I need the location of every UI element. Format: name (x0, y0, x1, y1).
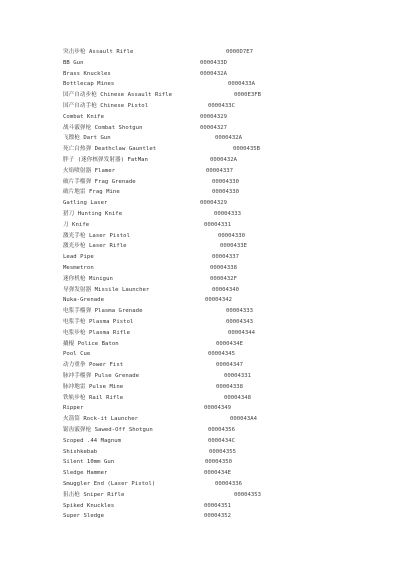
list-item (63, 491, 363, 500)
weapon-code: 00004330 (212, 189, 239, 196)
weapon-code: 00004333 (226, 308, 253, 315)
list-item (63, 372, 363, 381)
list-item (63, 253, 363, 262)
weapon-name: Smuggler End (Laser Pistol) (63, 481, 156, 487)
list-item (63, 91, 363, 100)
weapon-name: Combat Knife (63, 113, 105, 120)
weapon-name: 战斗霰弹枪 Combat Shotgun (63, 124, 143, 131)
list-item (63, 48, 363, 57)
list-item (63, 145, 363, 154)
weapon-name: Gatling Laser (63, 200, 108, 207)
list-item (63, 264, 363, 273)
weapon-code: 00004327 (200, 124, 227, 131)
weapon-code: 0000433A (228, 81, 255, 88)
weapon-name: Shishkebab (63, 448, 98, 455)
list-item (63, 102, 363, 111)
list-item (63, 448, 363, 457)
weapon-name: 刀 Knife (63, 221, 90, 228)
weapon-name: Lead Pipe (63, 254, 94, 261)
weapon-name: 死亡白热弹 Deathclaw Gauntlet (63, 146, 157, 153)
weapon-name: 撬棍 Police Baton (63, 340, 119, 347)
list-item (63, 275, 363, 284)
weapon-name: 电浆手枪 Plasma Pistol (63, 319, 134, 325)
list-item (63, 221, 363, 230)
list-item (63, 437, 363, 446)
weapon-name: 电浆手榴弹 Plasma Grenade (63, 308, 143, 315)
weapon-code: 00004350 (205, 459, 232, 466)
list-item (63, 210, 363, 219)
weapon-code: 00004352 (204, 513, 231, 520)
list-item (63, 80, 363, 89)
weapon-name: 导弹发射器 Missile Launcher (63, 286, 150, 293)
list-item (63, 394, 363, 403)
weapon-code: 00004344 (228, 329, 255, 336)
list-item (63, 286, 363, 295)
weapon-code: 00004353 (234, 491, 261, 498)
weapon-code: 0000434E (216, 340, 243, 347)
list-item (63, 242, 363, 251)
weapon-code: 0000435B (233, 146, 260, 153)
weapon-code: 00004343 (226, 319, 253, 325)
weapon-code: 00004347 (216, 362, 243, 369)
weapon-code: 00004338 (210, 265, 237, 271)
weapon-name: 破片手榴弹 Frag Grenade (63, 178, 136, 185)
weapon-code: 00004338 (216, 383, 243, 390)
weapon-code: 0000433E (220, 243, 247, 250)
weapon-code: 00004356 (208, 427, 235, 433)
weapon-code: 00004336 (215, 481, 242, 487)
weapon-name: Super Sledge (63, 513, 105, 520)
list-item (63, 404, 363, 413)
weapon-code: 00004330 (218, 232, 245, 239)
weapon-code: 00004329 (200, 113, 227, 120)
list-item (63, 199, 363, 208)
list-item (63, 383, 363, 392)
weapon-code: 0000434C (208, 437, 235, 444)
weapon-name: 迷你机枪 Minigun (63, 275, 113, 282)
list-item (63, 350, 363, 359)
weapon-code: 0000432A (200, 70, 227, 77)
weapon-name: 激光步枪 Laser Rifle (63, 243, 127, 250)
list-item (63, 296, 363, 305)
weapon-code: 00004333 (214, 211, 241, 217)
weapon-code: 00004342 (205, 297, 232, 304)
list-item (63, 458, 363, 467)
weapon-name: Spiked Knuckles (63, 502, 115, 509)
weapon-name: 国产自动手枪 Chinese Pistol (63, 103, 149, 109)
weapon-code: 00004349 (204, 405, 231, 412)
weapon-name: 胖子 (迷你核弹发射器) FatMan (63, 157, 148, 163)
weapon-name: 火焰喷射器 Flamer (63, 167, 116, 174)
weapon-code: 0000432F (210, 275, 237, 282)
weapon-code: 0000E3FB (234, 92, 261, 99)
weapon-name: Silent 10mm Gun (63, 459, 115, 466)
weapon-name: 突击步枪 Assault Rifle (63, 49, 134, 55)
list-item (63, 415, 363, 424)
list-item (63, 340, 363, 349)
weapon-name: Nuka-Grenade (63, 297, 105, 304)
weapon-code: 00004345 (208, 351, 235, 358)
weapon-name: Sledge Hammer (63, 470, 108, 477)
weapon-name: BB Gun (63, 59, 84, 66)
list-item (63, 361, 363, 370)
list-item (63, 124, 363, 133)
weapon-name: 飞镖枪 Dart Gun (63, 135, 111, 142)
weapon-code: 00004337 (206, 167, 233, 174)
weapon-name: 锯齿霰弹枪 Sawed-Off Shotgun (63, 427, 153, 433)
weapon-name: Scoped .44 Magnum (63, 437, 122, 444)
weapon-code: 0000432A (210, 157, 237, 163)
list-item (63, 188, 363, 197)
list-item (63, 502, 363, 511)
weapon-code: 00004355 (209, 448, 236, 455)
weapon-code: 000043A4 (230, 416, 257, 423)
weapon-name: 脉冲地雷 Pulse Mine (63, 383, 124, 390)
weapon-code: 00004337 (212, 254, 239, 261)
weapon-code: 0000433C (208, 103, 235, 109)
weapon-name: 电浆步枪 Plasma Rifle (63, 329, 131, 336)
list-item (63, 307, 363, 316)
weapon-name: 破片地雷 Frag Mine (63, 189, 120, 196)
weapon-code: 0000433D (200, 59, 227, 66)
list-item (63, 318, 363, 327)
list-item (63, 512, 363, 521)
list-item (63, 70, 363, 79)
list-item (63, 113, 363, 122)
list-item (63, 480, 363, 489)
weapon-name: 动力重拳 Power Fist (63, 362, 124, 369)
weapon-name: 火箭筒 Rock-it Launcher (63, 416, 139, 423)
weapon-code: 00004331 (224, 373, 251, 379)
weapon-name: 国产自动步枪 Chinese Assault Rifle (63, 92, 173, 99)
list-item (63, 167, 363, 176)
list-item (63, 134, 363, 143)
list-item (63, 156, 363, 165)
weapon-code: 00004351 (204, 502, 231, 509)
list-item (63, 178, 363, 187)
weapon-code: 0000432A (215, 135, 242, 142)
weapon-code: 00004340 (212, 286, 239, 293)
weapon-name: 猎刀 Hunting Knife (63, 211, 123, 217)
weapon-code: 0000D7E7 (226, 49, 253, 55)
list-item (63, 59, 363, 68)
weapon-code: 00004348 (224, 394, 251, 401)
weapon-name: Bottlecap Mines (63, 81, 115, 88)
list-item (63, 426, 363, 435)
weapon-name: 狙击枪 Sniper Rifle (63, 491, 125, 498)
list-item (63, 469, 363, 478)
weapon-code: 0000434E (204, 470, 231, 477)
weapon-name: Pool Cue (63, 351, 91, 358)
weapon-code: 00004329 (200, 200, 227, 207)
weapon-code: 00004331 (204, 221, 231, 228)
weapon-name: 铁轨步枪 Rail Rifle (63, 394, 124, 401)
weapon-name: 激光手枪 Laser Pistol (63, 232, 131, 239)
list-item (63, 329, 363, 338)
weapon-name: Ripper (63, 405, 84, 412)
weapon-name: 脉冲手榴弹 Pulse Grenade (63, 373, 140, 379)
weapon-name: Mesmetron (63, 265, 94, 271)
weapon-code: 00004330 (212, 178, 239, 185)
weapon-name: Brass Knuckles (63, 70, 111, 77)
list-item (63, 232, 363, 241)
